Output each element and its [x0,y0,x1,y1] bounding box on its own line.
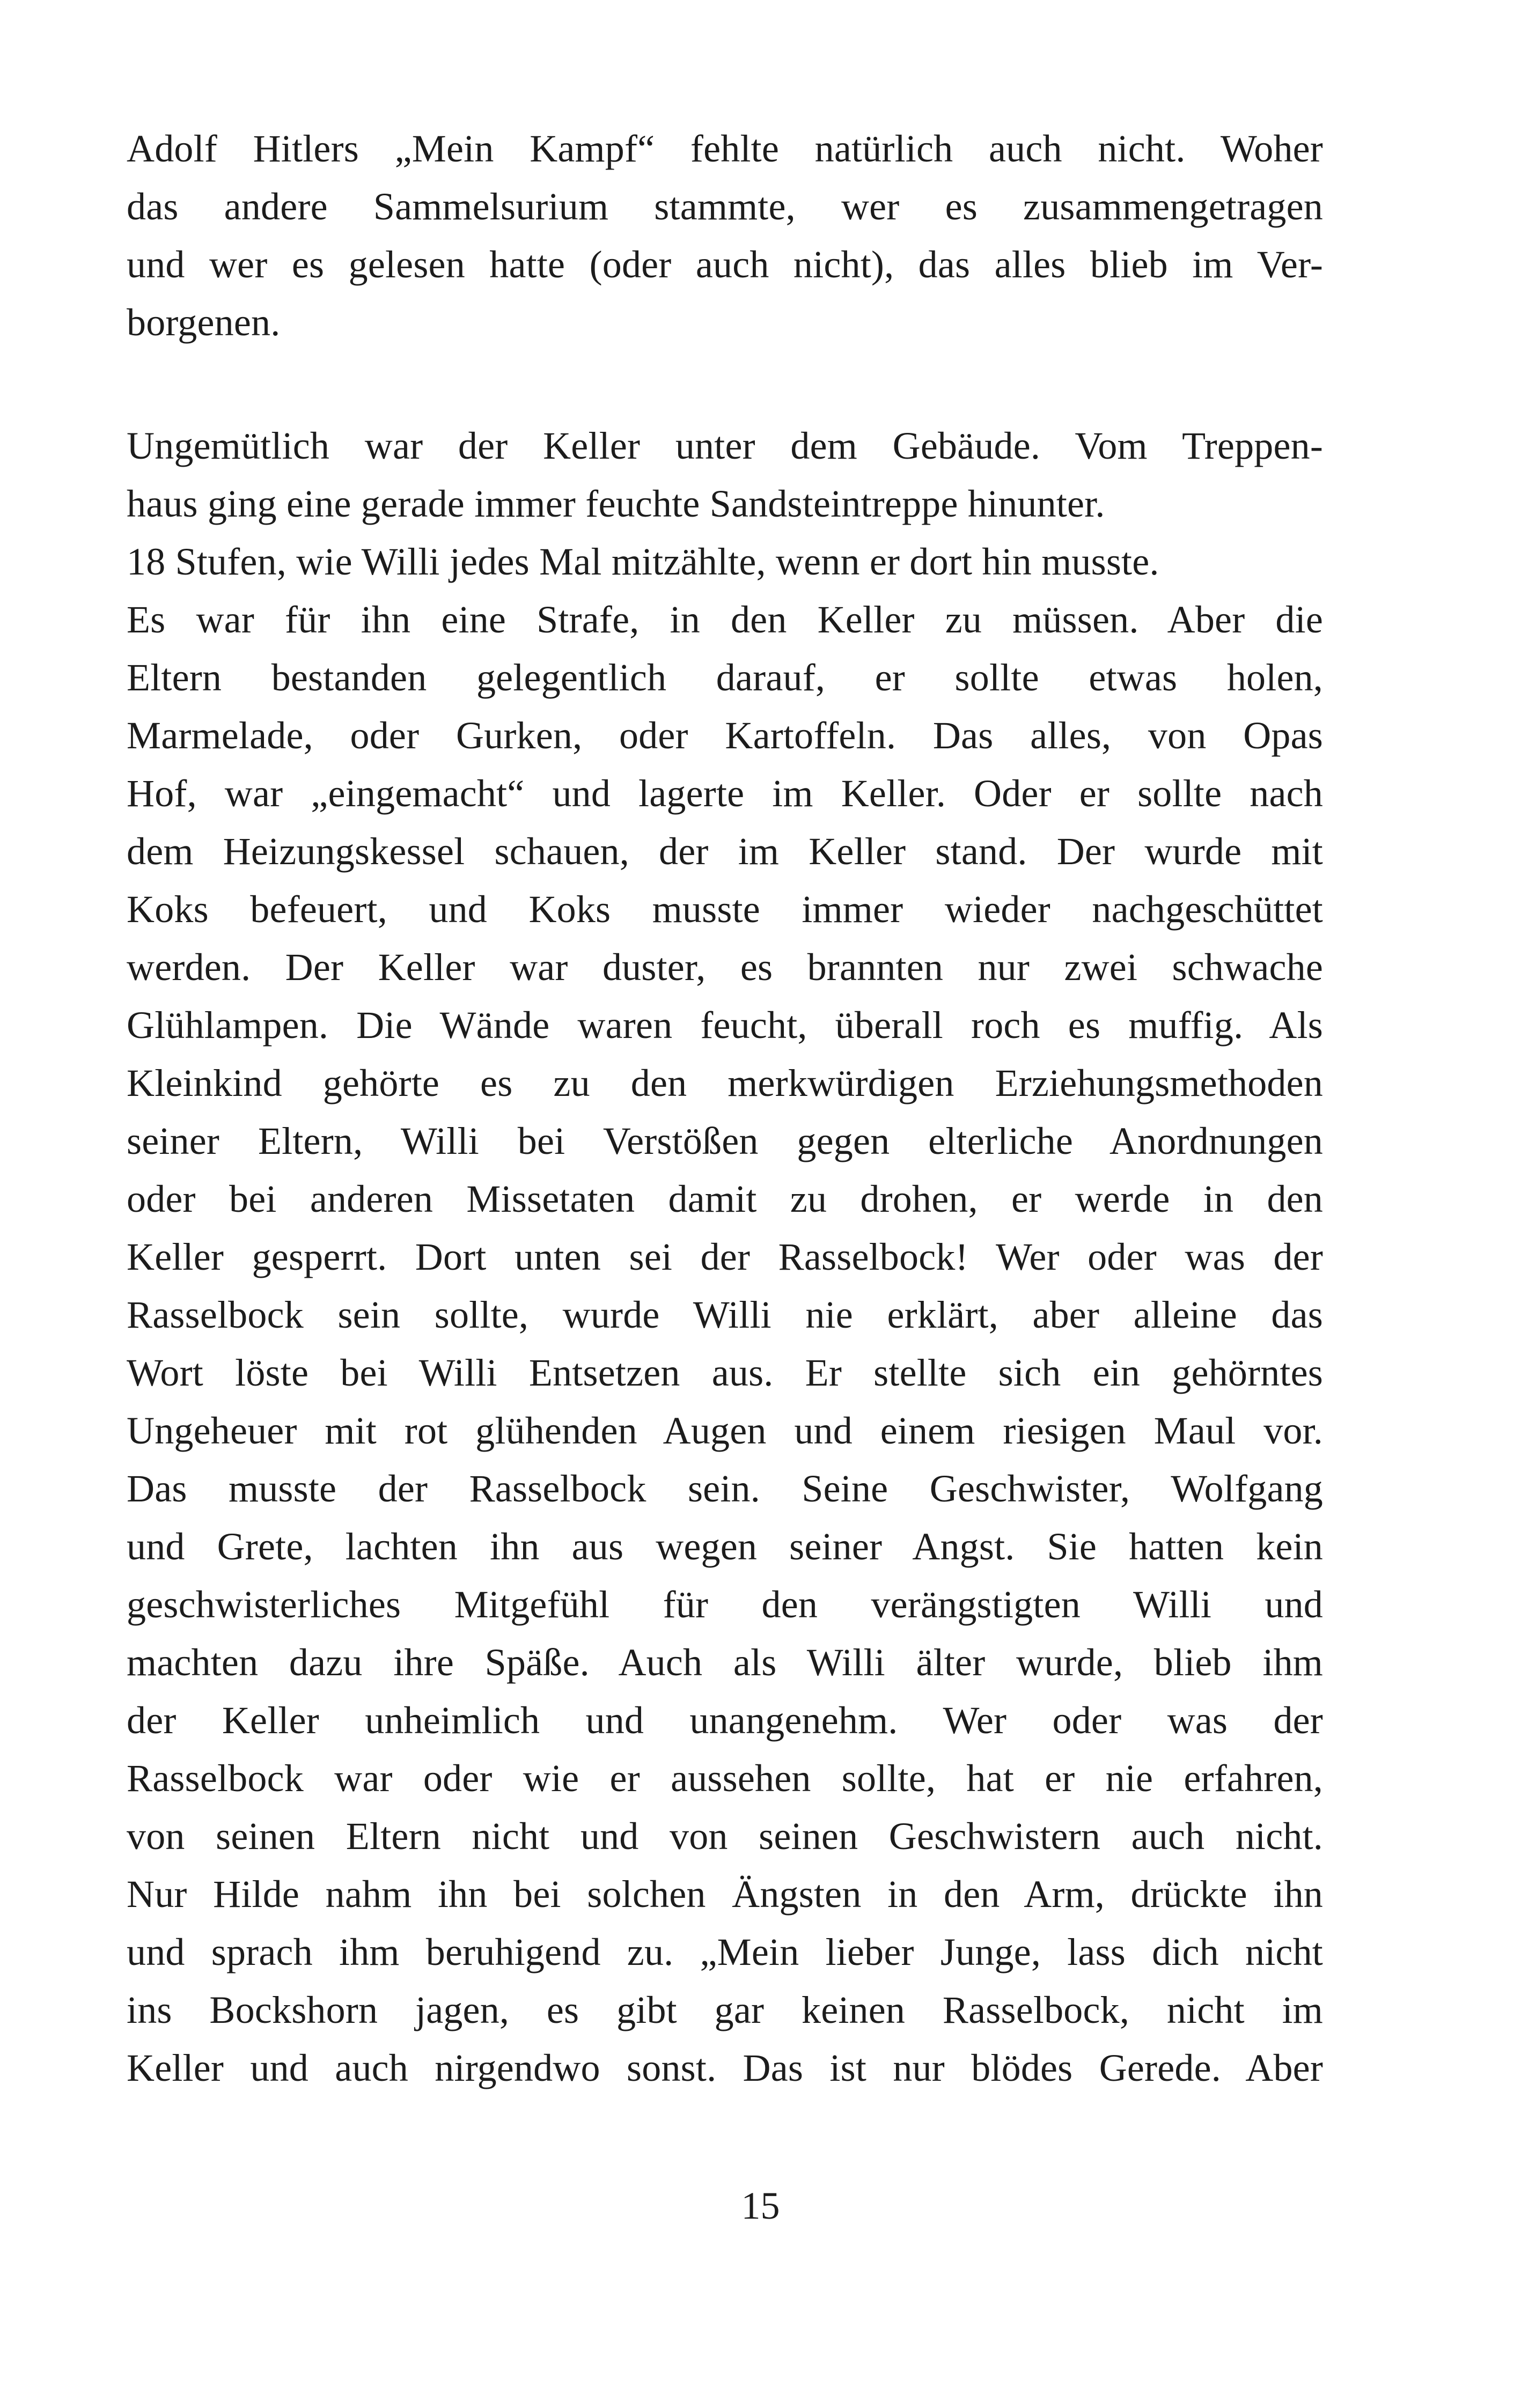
text-line: Rasselbock sein sollte, wurde Willi nie erklärt, aber alleine das [127,1293,1323,1336]
text-line: geschwisterliches Mitgefühl für den verängstigten Willi und [127,1583,1323,1626]
text-line: Hof, war „eingemacht“ und lagerte im Keller. Oder er sollte nach [127,772,1323,815]
text-line: Eltern bestanden gelegentlich darauf, er sollte etwas holen, [127,656,1323,699]
text-line: Marmelade, oder Gurken, oder Kartoffeln. Das alles, von Opas [127,714,1323,757]
text-line: und wer es gelesen hatte (oder auch nicht), das alles blieb im Ver- [127,243,1323,286]
text-line: Kleinkind gehörte es zu den merkwürdigen Erziehungsmethoden [127,1062,1323,1104]
text-line: seiner Eltern, Willi bei Verstößen gegen elterliche Anordnungen [127,1120,1323,1162]
text-line: dem Heizungskessel schauen, der im Keller stand. Der wurde mit [127,830,1323,873]
text-line: oder bei anderen Missetaten damit zu drohen, er werde in den [127,1177,1323,1220]
text-line: Koks befeuert, und Koks musste immer wieder nachgeschüttet [127,888,1323,931]
text-line: von seinen Eltern nicht und von seinen Geschwistern auch nicht. [127,1815,1323,1858]
paragraph-1 [127,120,1323,351]
text-line: machten dazu ihre Späße. Auch als Willi älter wurde, blieb ihm [127,1641,1323,1684]
text-line: Das musste der Rasselbock sein. Seine Geschwister, Wolfgang [127,1467,1323,1510]
text-line: 18 Stufen, wie Willi jedes Mal mitzählte, wenn er dort hin musste. [127,540,1159,583]
text-line: Rasselbock war oder wie er aussehen sollte, hat er nie erfahren, [127,1757,1323,1800]
text-line: das andere Sammelsurium stammte, wer es zusammengetragen [127,185,1323,228]
text-line: Wort löste bei Willi Entsetzen aus. Er stellte sich ein gehörntes [127,1351,1323,1394]
paragraph-2 [127,417,1323,2097]
page-number: 15 [741,2184,780,2227]
text-line: Ungeheuer mit rot glühenden Augen und einem riesigen Maul vor. [127,1409,1323,1452]
text-line: Keller und auch nirgendwo sonst. Das ist nur blödes Gerede. Aber [127,2046,1323,2089]
text-line: Adolf Hitlers „Mein Kampf“ fehlte natürlich auch nicht. Woher [127,127,1323,170]
text-line: werden. Der Keller war duster, es brannten nur zwei schwache [127,946,1323,989]
text-line: Keller gesperrt. Dort unten sei der Rasselbock! Wer oder was der [127,1235,1323,1278]
text-line: der Keller unheimlich und unangenehm. Wer oder was der [127,1699,1323,1742]
text-line: Nur Hilde nahm ihn bei solchen Ängsten in den Arm, drückte ihn [127,1873,1323,1916]
text-line: und Grete, lachten ihn aus wegen seiner Angst. Sie hatten kein [127,1525,1323,1568]
text-line: ins Bockshorn jagen, es gibt gar keinen Rasselbock, nicht im [127,1989,1323,2031]
text-line: Ungemütlich war der Keller unter dem Gebäude. Vom Treppen- [127,424,1323,467]
text-line: Es war für ihn eine Strafe, in den Keller zu müssen. Aber die [127,598,1323,641]
text-line: und sprach ihm beruhigend zu. „Mein lieber Junge, lass dich nicht [127,1931,1323,1973]
text-line: borgenen. [127,301,281,344]
text-line: Glühlampen. Die Wände waren feucht, überall roch es muffig. Als [127,1004,1323,1047]
text-line: haus ging eine gerade immer feuchte Sandsteintreppe hinunter. [127,482,1105,525]
